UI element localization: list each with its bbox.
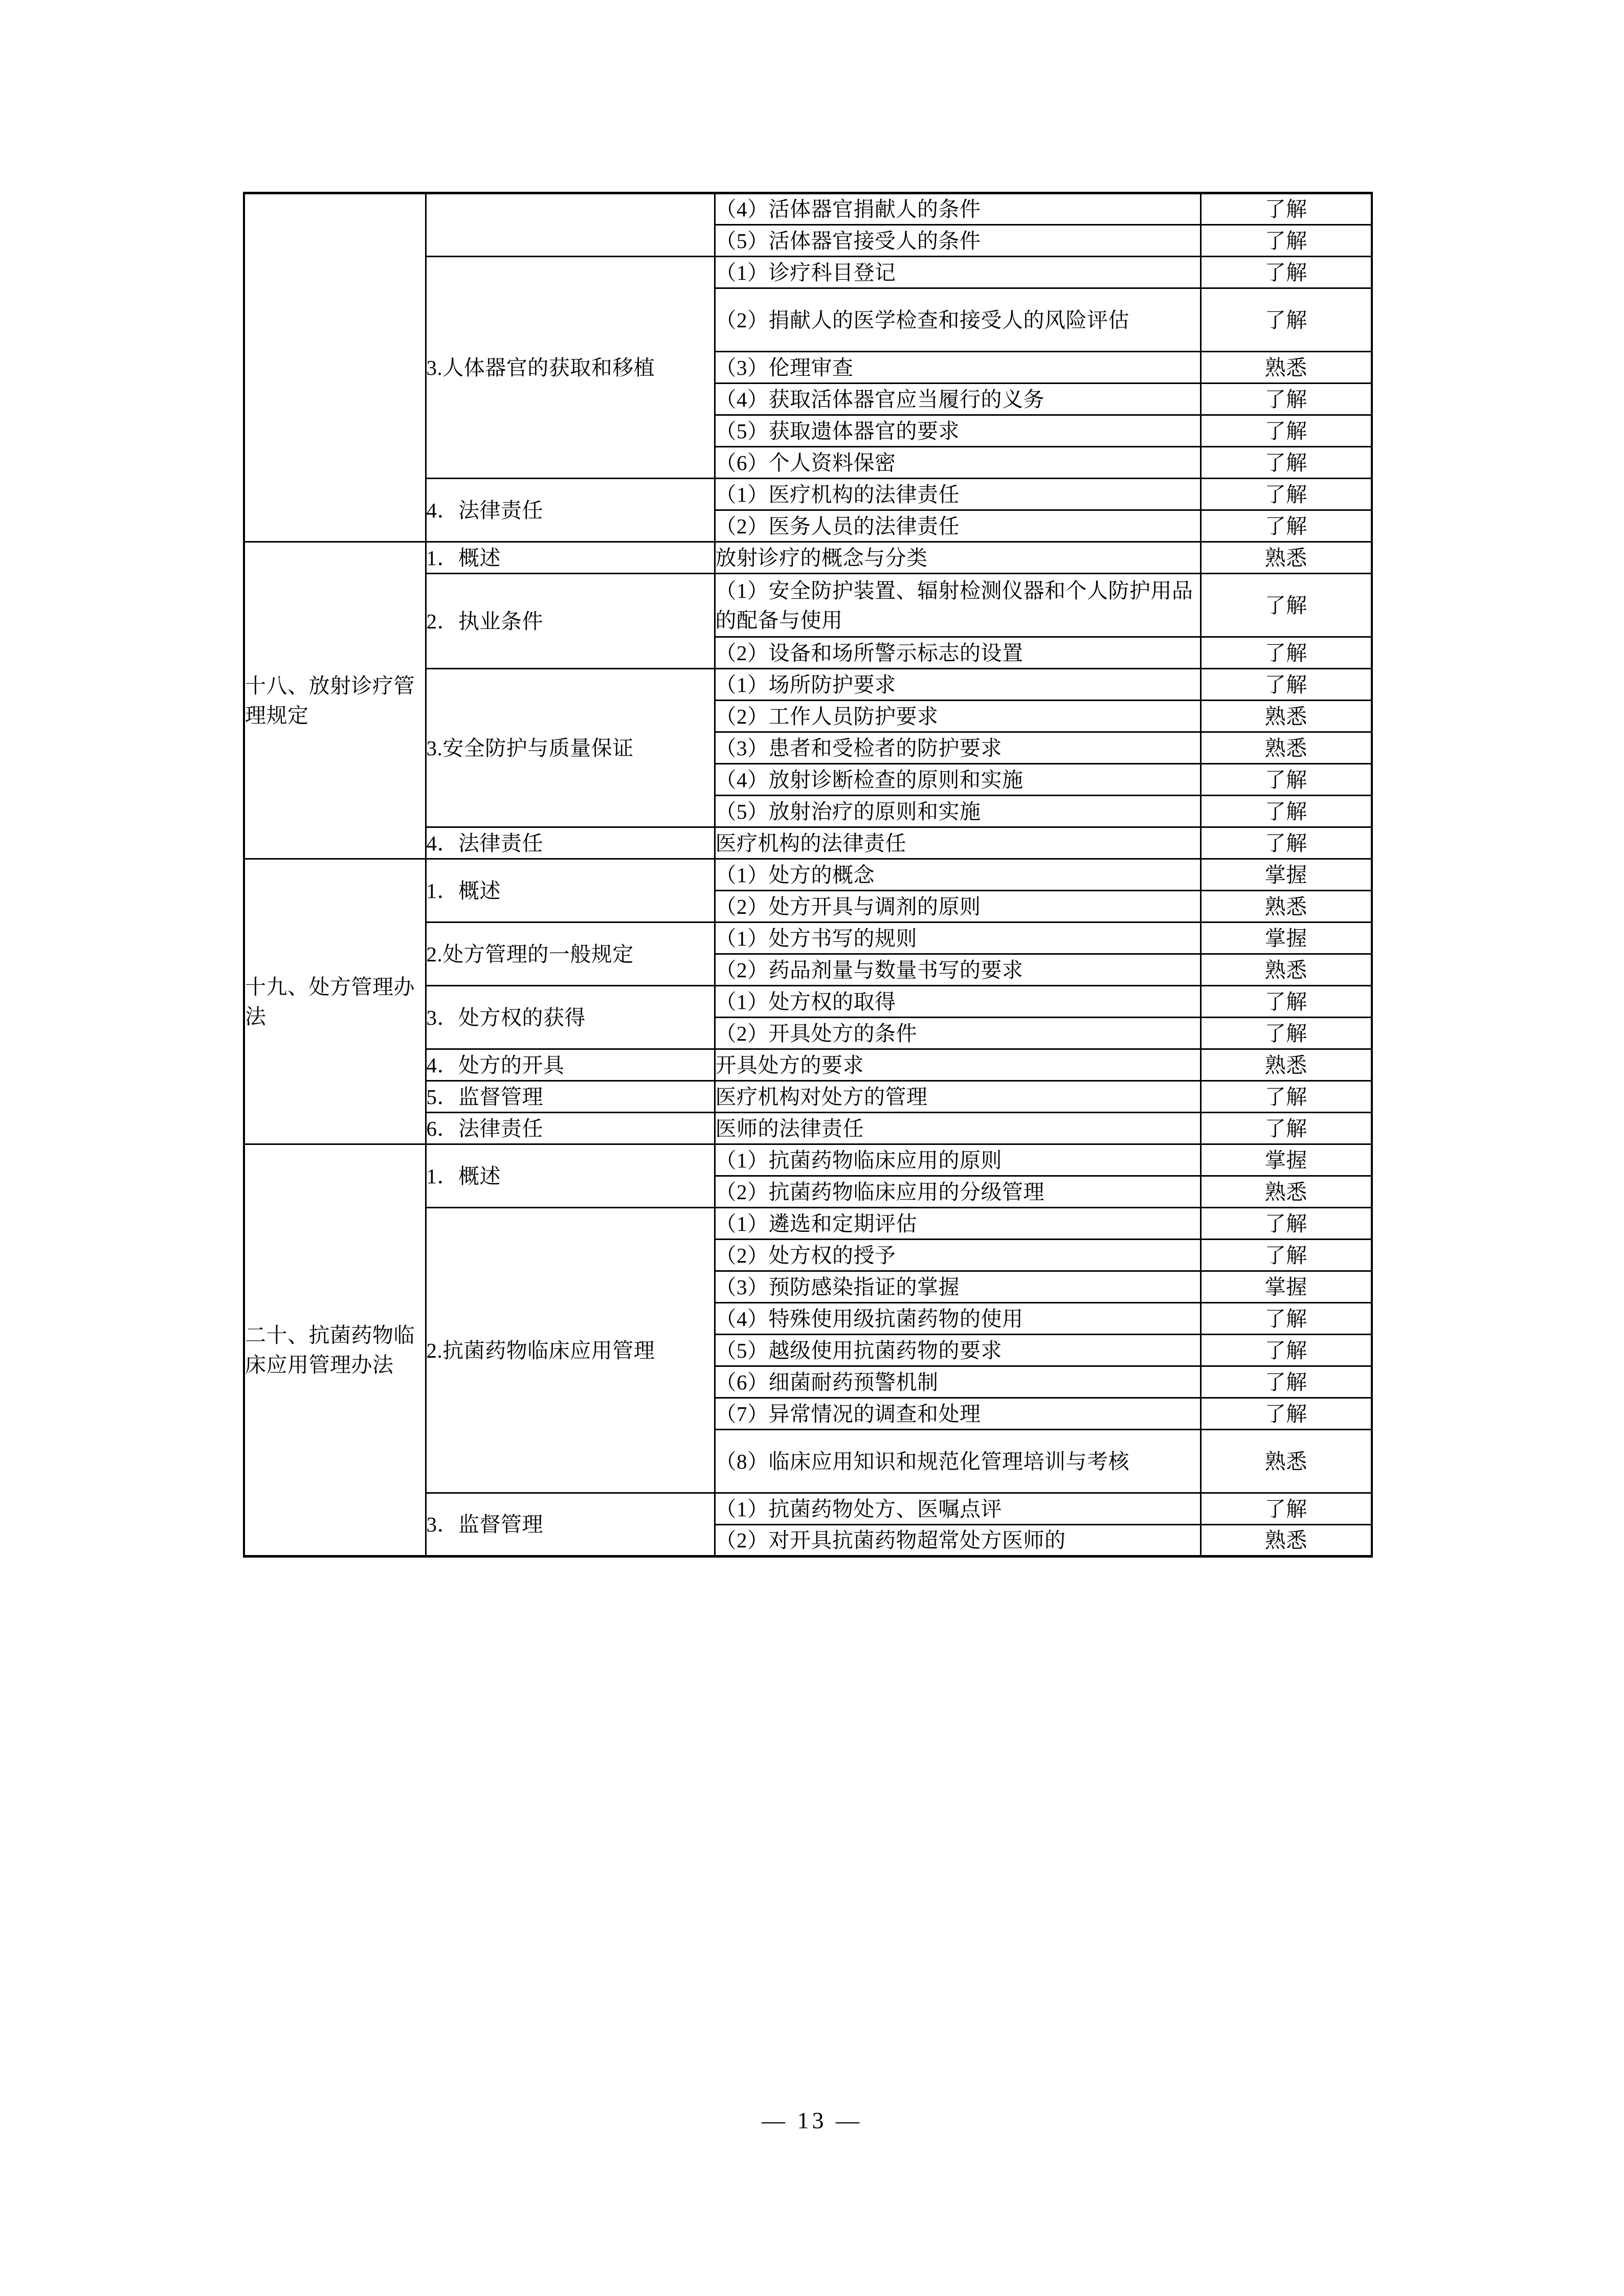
requirement-cell: 掌握: [1200, 859, 1372, 891]
chapter-cell: 十八、放射诊疗管理规定: [244, 542, 426, 859]
topic-cell: 5．监督管理: [426, 1081, 715, 1113]
requirement-cell: 了解: [1200, 225, 1372, 257]
topic-cell: 3．处方权的获得: [426, 986, 715, 1049]
requirement-cell: 熟悉: [1200, 1430, 1372, 1493]
requirement-cell: 熟悉: [1200, 891, 1372, 922]
requirement-cell: 了解: [1200, 827, 1372, 859]
topic-cell: [426, 193, 715, 257]
requirement-cell: 了解: [1200, 193, 1372, 225]
requirement-cell: 了解: [1200, 288, 1372, 352]
requirement-cell: 了解: [1200, 1113, 1372, 1144]
requirement-cell: 掌握: [1200, 1271, 1372, 1303]
detail-cell: （1）处方书写的规则: [715, 922, 1200, 954]
topic-cell: 1．概述: [426, 1144, 715, 1208]
detail-cell: （2）对开具抗菌药物超常处方医师的: [715, 1525, 1200, 1557]
topic-cell: 4．处方的开具: [426, 1049, 715, 1081]
syllabus-table: [243, 192, 1373, 1558]
requirement-cell: 了解: [1200, 447, 1372, 479]
detail-cell: （2）处方权的授予: [715, 1240, 1200, 1271]
detail-cell: （2）抗菌药物临床应用的分级管理: [715, 1176, 1200, 1208]
requirement-cell: 了解: [1200, 384, 1372, 415]
table-row: [244, 542, 1372, 574]
topic-cell: 3．监督管理: [426, 1493, 715, 1557]
detail-cell: （6）细菌耐药预警机制: [715, 1366, 1200, 1398]
requirement-cell: 了解: [1200, 510, 1372, 542]
topic-cell: 6．法律责任: [426, 1113, 715, 1144]
requirement-cell: 了解: [1200, 1303, 1372, 1335]
detail-cell: （8）临床应用知识和规范化管理培训与考核: [715, 1430, 1200, 1493]
detail-cell: （1）安全防护装置、辐射检测仪器和个人防护用品的配备与使用: [715, 574, 1200, 637]
requirement-cell: 了解: [1200, 415, 1372, 447]
topic-cell: 4．法律责任: [426, 479, 715, 542]
detail-cell: （1）处方权的取得: [715, 986, 1200, 1018]
detail-cell: （3）预防感染指证的掌握: [715, 1271, 1200, 1303]
requirement-cell: 了解: [1200, 796, 1372, 827]
requirement-cell: 了解: [1200, 986, 1372, 1018]
topic-cell: 3.安全防护与质量保证: [426, 669, 715, 827]
requirement-cell: 了解: [1200, 1018, 1372, 1049]
table-body: [244, 193, 1372, 1557]
topic-cell: 1．概述: [426, 859, 715, 922]
detail-cell: （2）设备和场所警示标志的设置: [715, 637, 1200, 669]
detail-cell: （3）伦理审查: [715, 352, 1200, 384]
syllabus-table-wrapper: [243, 192, 1371, 1558]
topic-cell: 2．执业条件: [426, 574, 715, 669]
detail-cell: （4）活体器官捐献人的条件: [715, 193, 1200, 225]
requirement-cell: 熟悉: [1200, 701, 1372, 732]
requirement-cell: 了解: [1200, 1081, 1372, 1113]
detail-cell: （1）抗菌药物临床应用的原则: [715, 1144, 1200, 1176]
detail-cell: （1）处方的概念: [715, 859, 1200, 891]
requirement-cell: 熟悉: [1200, 1176, 1372, 1208]
topic-cell: 4．法律责任: [426, 827, 715, 859]
topic-cell: 3.人体器官的获取和移植: [426, 257, 715, 479]
requirement-cell: 掌握: [1200, 922, 1372, 954]
detail-cell: （2）处方开具与调剂的原则: [715, 891, 1200, 922]
detail-cell: （5）活体器官接受人的条件: [715, 225, 1200, 257]
topic-cell: 2.抗菌药物临床应用管理: [426, 1208, 715, 1493]
detail-cell: （7）异常情况的调查和处理: [715, 1398, 1200, 1430]
requirement-cell: 熟悉: [1200, 1049, 1372, 1081]
requirement-cell: 熟悉: [1200, 352, 1372, 384]
detail-cell: （5）放射治疗的原则和实施: [715, 796, 1200, 827]
detail-cell: 医疗机构对处方的管理: [715, 1081, 1200, 1113]
requirement-cell: 了解: [1200, 479, 1372, 510]
chapter-cell: [244, 193, 426, 542]
topic-cell: 2.处方管理的一般规定: [426, 922, 715, 986]
detail-cell: （2）捐献人的医学检查和接受人的风险评估: [715, 288, 1200, 352]
detail-cell: （2）工作人员防护要求: [715, 701, 1200, 732]
detail-cell: 放射诊疗的概念与分类: [715, 542, 1200, 574]
requirement-cell: 了解: [1200, 637, 1372, 669]
detail-cell: （2）医务人员的法律责任: [715, 510, 1200, 542]
detail-cell: （1）抗菌药物处方、医嘱点评: [715, 1493, 1200, 1525]
topic-cell: 1．概述: [426, 542, 715, 574]
detail-cell: （2）药品剂量与数量书写的要求: [715, 954, 1200, 986]
detail-cell: （6）个人资料保密: [715, 447, 1200, 479]
requirement-cell: 熟悉: [1200, 954, 1372, 986]
requirement-cell: 熟悉: [1200, 542, 1372, 574]
requirement-cell: 了解: [1200, 1240, 1372, 1271]
detail-cell: （5）获取遗体器官的要求: [715, 415, 1200, 447]
requirement-cell: 了解: [1200, 1493, 1372, 1525]
requirement-cell: 了解: [1200, 669, 1372, 701]
detail-cell: （4）特殊使用级抗菌药物的使用: [715, 1303, 1200, 1335]
detail-cell: （4）获取活体器官应当履行的义务: [715, 384, 1200, 415]
detail-cell: （1）遴选和定期评估: [715, 1208, 1200, 1240]
requirement-cell: 了解: [1200, 1398, 1372, 1430]
detail-cell: （2）开具处方的条件: [715, 1018, 1200, 1049]
requirement-cell: 熟悉: [1200, 1525, 1372, 1557]
detail-cell: （4）放射诊断检查的原则和实施: [715, 764, 1200, 796]
chapter-cell: 十九、处方管理办法: [244, 859, 426, 1144]
detail-cell: （1）场所防护要求: [715, 669, 1200, 701]
detail-cell: （3）患者和受检者的防护要求: [715, 732, 1200, 764]
detail-cell: 医疗机构的法律责任: [715, 827, 1200, 859]
chapter-cell: 二十、抗菌药物临床应用管理办法: [244, 1144, 426, 1557]
requirement-cell: 了解: [1200, 1335, 1372, 1366]
page-number: — 13 —: [762, 2107, 862, 2133]
requirement-cell: 了解: [1200, 1366, 1372, 1398]
detail-cell: （1）诊疗科目登记: [715, 257, 1200, 288]
detail-cell: 开具处方的要求: [715, 1049, 1200, 1081]
requirement-cell: 掌握: [1200, 1144, 1372, 1176]
requirement-cell: 了解: [1200, 574, 1372, 637]
requirement-cell: 了解: [1200, 257, 1372, 288]
detail-cell: （5）越级使用抗菌药物的要求: [715, 1335, 1200, 1366]
detail-cell: 医师的法律责任: [715, 1113, 1200, 1144]
table-row: [244, 859, 1372, 891]
table-row: [244, 1144, 1372, 1176]
table-row: [244, 193, 1372, 225]
requirement-cell: 了解: [1200, 1208, 1372, 1240]
detail-cell: （1）医疗机构的法律责任: [715, 479, 1200, 510]
requirement-cell: 熟悉: [1200, 732, 1372, 764]
requirement-cell: 了解: [1200, 764, 1372, 796]
